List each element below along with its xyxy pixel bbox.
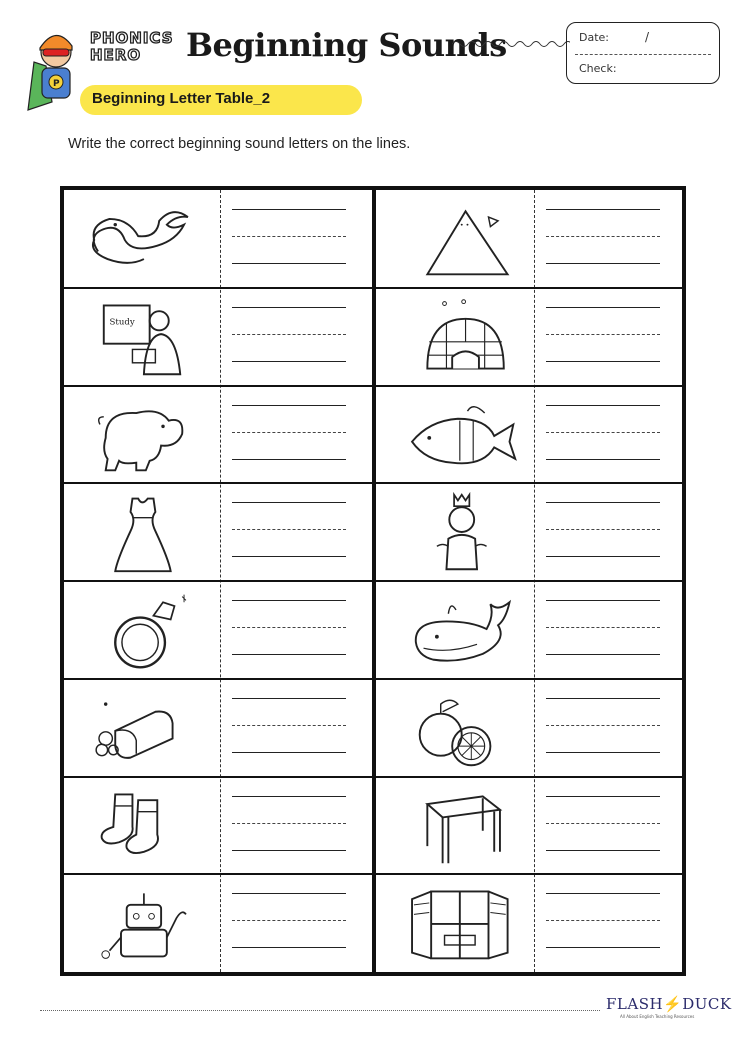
table-cell-right (378, 679, 688, 776)
whale-icon (388, 587, 524, 673)
table-cell-left (64, 874, 374, 971)
table-cell-left (64, 679, 374, 776)
triangle-icon (388, 196, 524, 282)
ring-icon (74, 587, 210, 673)
page-title: Beginning Sounds (186, 26, 507, 64)
table-cell-left (64, 386, 374, 483)
brand-line-1: PHONICS (90, 29, 174, 47)
writing-lines[interactable] (546, 796, 660, 856)
solid-writing-line (232, 556, 346, 557)
logo-word-flash: FLASH (606, 995, 664, 1013)
table-cell-left (64, 777, 374, 874)
solid-writing-line (232, 654, 346, 655)
bolt-icon: ⚡ (663, 995, 683, 1013)
phonics-hero-logo (90, 30, 182, 64)
solid-writing-line (546, 850, 660, 851)
dashed-guide-line (546, 725, 660, 726)
table-cell-left (64, 190, 374, 287)
dashed-guide-line (546, 529, 660, 530)
solid-writing-line (546, 752, 660, 753)
dashed-guide-line (232, 627, 346, 628)
table-cell-left (64, 288, 374, 385)
table-icon (388, 783, 524, 869)
dashed-guide-line (546, 236, 660, 237)
writing-lines[interactable] (546, 698, 660, 758)
solid-writing-line (232, 752, 346, 753)
writing-lines[interactable] (232, 893, 346, 953)
hippo-icon (74, 392, 210, 478)
date-box-divider (575, 54, 711, 55)
solid-writing-line (546, 556, 660, 557)
solid-writing-line (546, 263, 660, 264)
writing-lines[interactable] (546, 893, 660, 953)
dashed-guide-line (232, 432, 346, 433)
dress-icon (74, 489, 210, 575)
king-icon (388, 489, 524, 575)
solid-writing-line (546, 405, 660, 406)
table-cell-left (64, 483, 374, 580)
dashed-guide-line (232, 920, 346, 921)
flashduck-logo (606, 995, 732, 1013)
writing-lines[interactable] (546, 405, 660, 465)
writing-lines[interactable] (232, 600, 346, 660)
dashed-guide-line (546, 627, 660, 628)
solid-writing-line (232, 502, 346, 503)
solid-writing-line (232, 263, 346, 264)
table-cell-right (378, 874, 688, 971)
writing-lines[interactable] (546, 600, 660, 660)
date-label: Date: (579, 31, 609, 44)
writing-lines[interactable] (232, 307, 346, 367)
solid-writing-line (546, 698, 660, 699)
writing-lines[interactable] (232, 405, 346, 465)
date-check-box (566, 22, 720, 84)
solid-writing-line (546, 502, 660, 503)
soap-icon (74, 685, 210, 771)
solid-writing-line (546, 796, 660, 797)
check-label: Check: (579, 62, 617, 75)
robot-icon (74, 880, 210, 966)
writing-lines[interactable] (546, 502, 660, 562)
solid-writing-line (546, 307, 660, 308)
logo-word-duck: DUCK (682, 995, 732, 1013)
socks-icon (74, 783, 210, 869)
solid-writing-line (546, 209, 660, 210)
table-cell-right (378, 483, 688, 580)
beginning-letter-table (60, 186, 686, 976)
writing-lines[interactable] (546, 307, 660, 367)
table-cell-right (378, 777, 688, 874)
orange-icon (388, 685, 524, 771)
solid-writing-line (546, 654, 660, 655)
instruction-text: Write the correct beginning sound letters on the lines. (68, 136, 411, 152)
fish-icon (388, 392, 524, 478)
table-cell-right (378, 386, 688, 483)
date-slash: / (645, 30, 650, 44)
footer-dotted-line (40, 1010, 600, 1011)
brand-line-2: HERO (90, 46, 142, 64)
table-cell-right (378, 288, 688, 385)
dashed-guide-line (232, 529, 346, 530)
worksheet-subtitle: Beginning Letter Table_2 (92, 90, 271, 107)
logo-tagline: All About English Teaching Resources (620, 1014, 695, 1019)
dashed-guide-line (546, 432, 660, 433)
swan-icon (74, 196, 210, 282)
writing-lines[interactable] (546, 209, 660, 269)
solid-writing-line (232, 459, 346, 460)
solid-writing-line (232, 307, 346, 308)
solid-writing-line (232, 361, 346, 362)
dashed-guide-line (546, 334, 660, 335)
teacher-icon (74, 294, 210, 380)
wavy-line-decoration (452, 38, 570, 50)
igloo-icon (388, 294, 524, 380)
dashed-guide-line (546, 823, 660, 824)
dashed-guide-line (232, 236, 346, 237)
table-cell-left (64, 581, 374, 678)
solid-writing-line (232, 405, 346, 406)
writing-lines[interactable] (232, 209, 346, 269)
solid-writing-line (232, 850, 346, 851)
writing-lines[interactable] (232, 698, 346, 758)
solid-writing-line (232, 209, 346, 210)
solid-writing-line (232, 947, 346, 948)
table-cell-right (378, 190, 688, 287)
solid-writing-line (232, 698, 346, 699)
solid-writing-line (232, 893, 346, 894)
table-cell-right (378, 581, 688, 678)
solid-writing-line (546, 947, 660, 948)
solid-writing-line (546, 600, 660, 601)
dashed-guide-line (232, 725, 346, 726)
solid-writing-line (546, 459, 660, 460)
dashed-guide-line (232, 334, 346, 335)
solid-writing-line (546, 361, 660, 362)
writing-lines[interactable] (232, 502, 346, 562)
solid-writing-line (546, 893, 660, 894)
solid-writing-line (232, 796, 346, 797)
svg-text:P: P (53, 79, 60, 89)
dashed-guide-line (546, 920, 660, 921)
solid-writing-line (232, 600, 346, 601)
window-icon (388, 880, 524, 966)
dashed-guide-line (232, 823, 346, 824)
writing-lines[interactable] (232, 796, 346, 856)
phonics-hero-mascot-icon (26, 22, 86, 114)
